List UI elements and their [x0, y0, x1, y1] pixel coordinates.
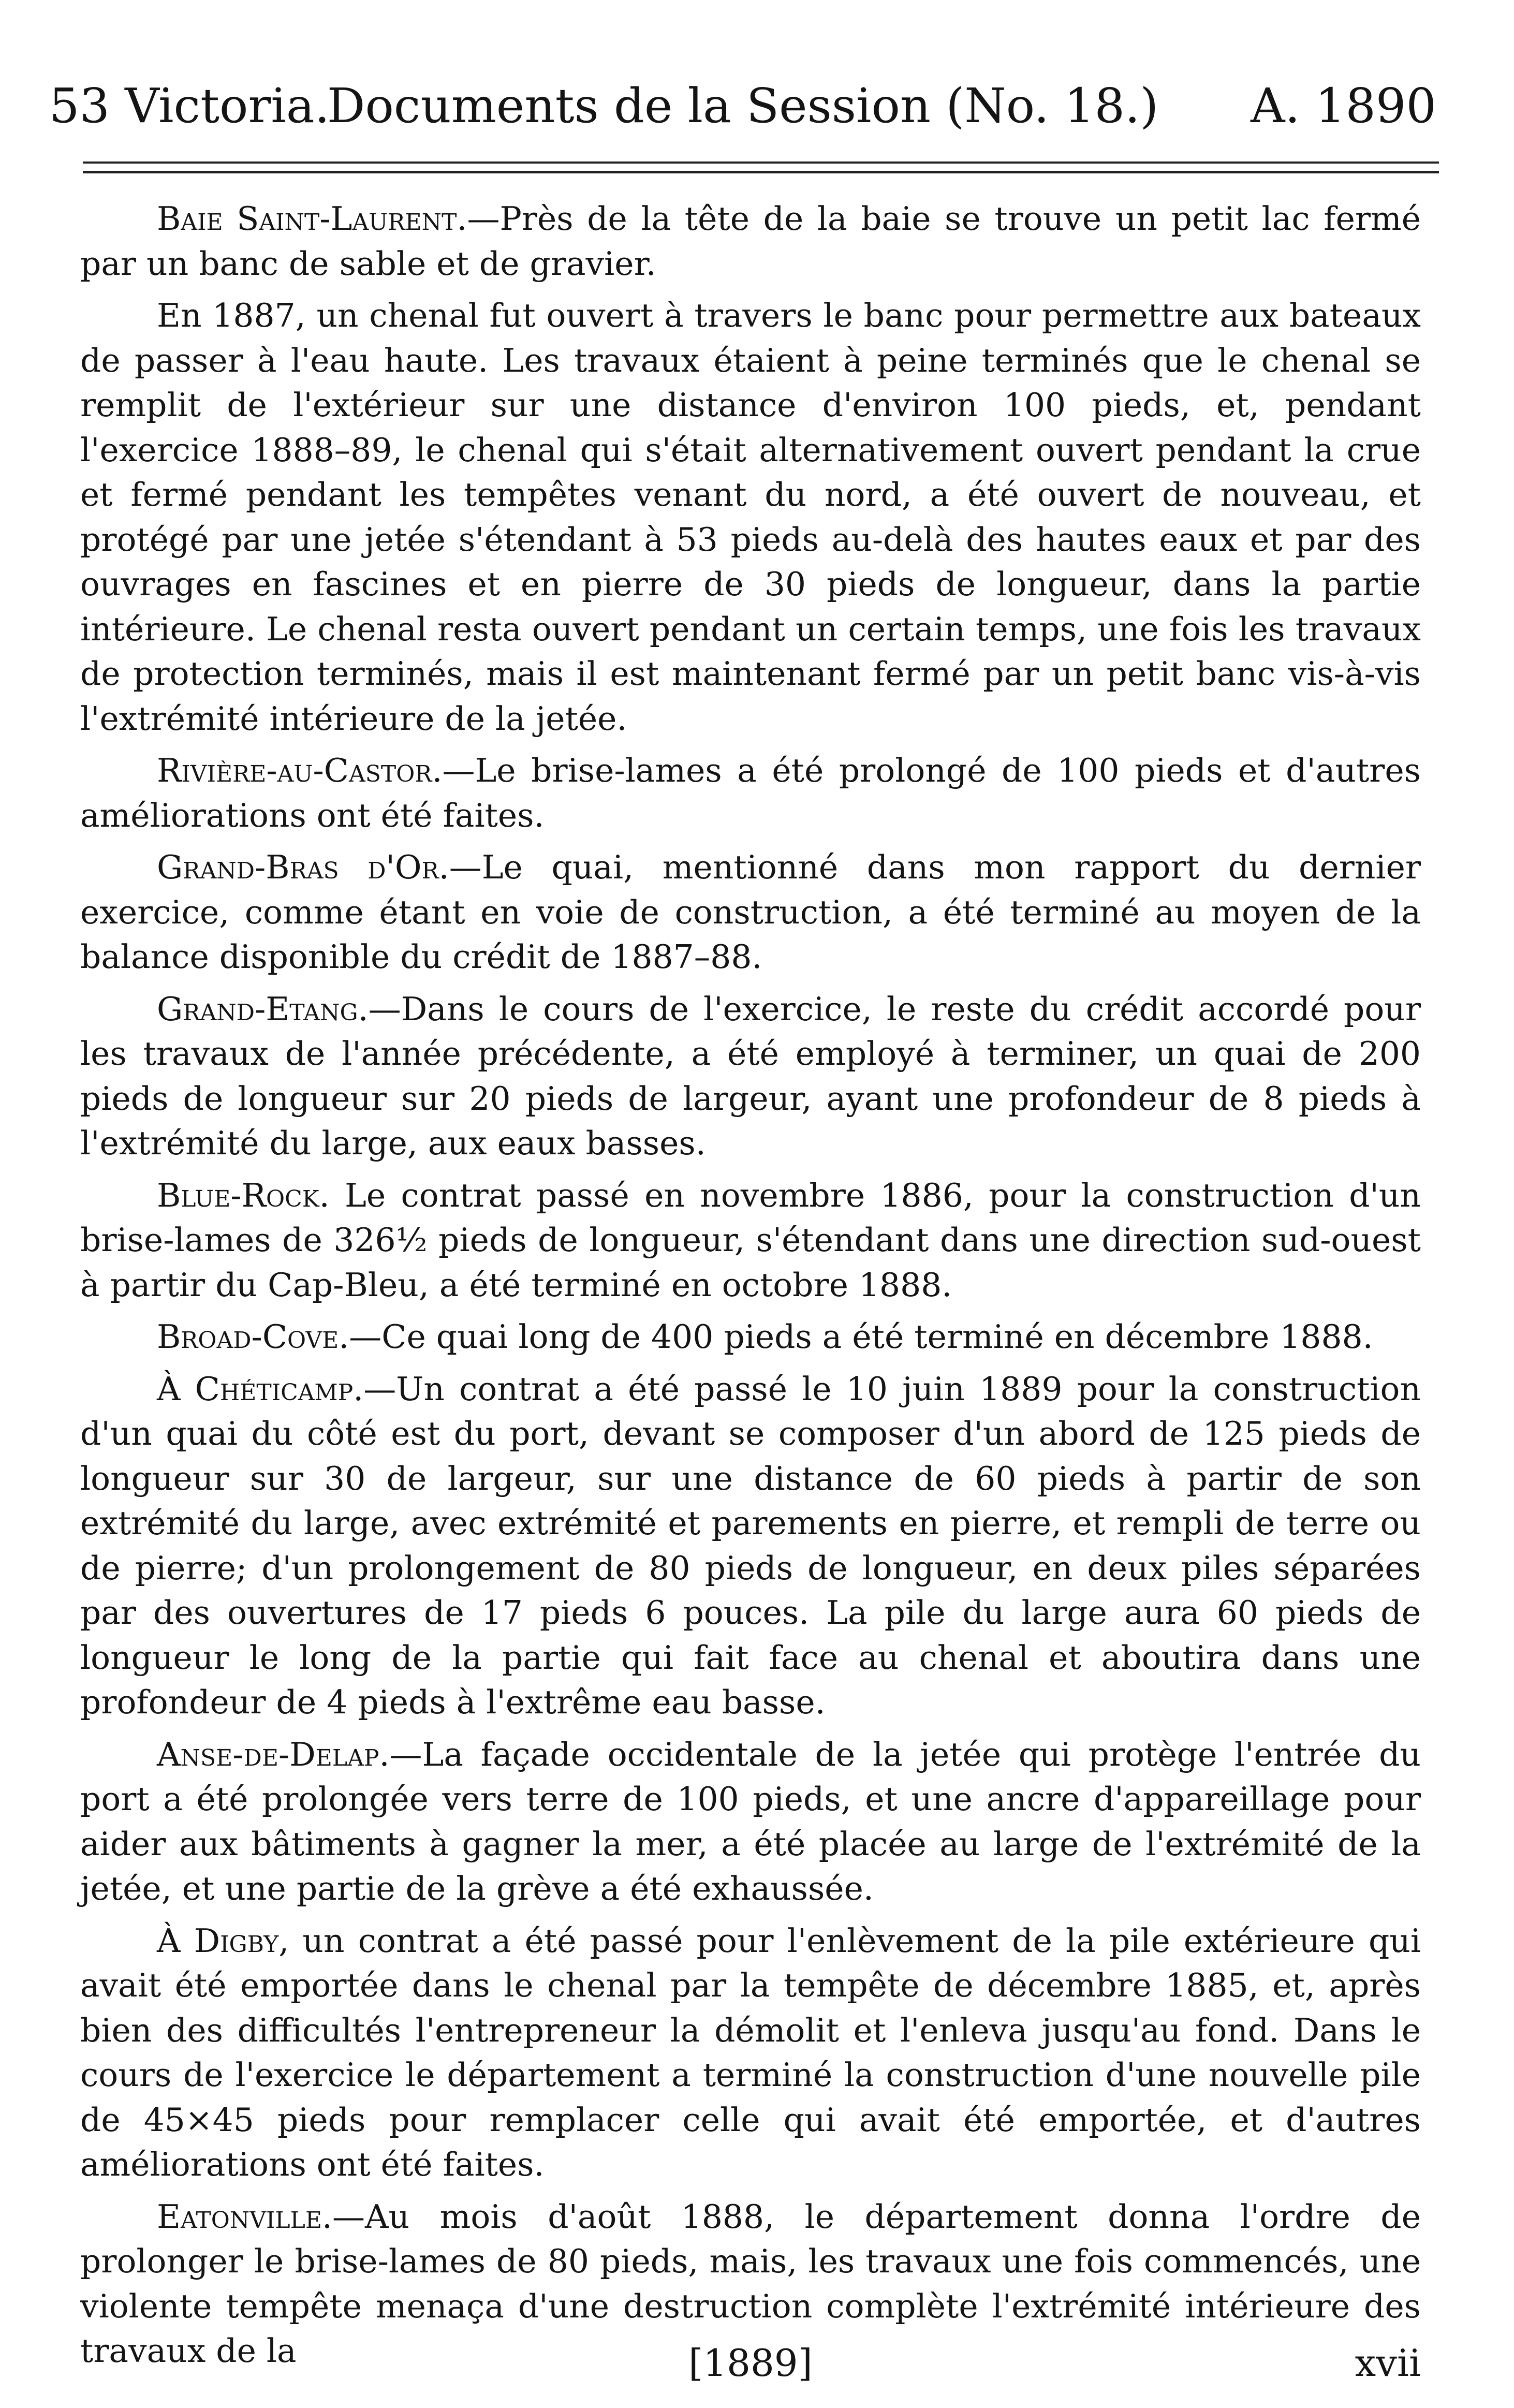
paragraph-heading: Blue-Rock.: [157, 1176, 330, 1214]
paragraph-text: —Le quai, mentionné dans mon rapport du dernier exercice, comme étant en voie de construction, a été terminé au moyen de la balance disponible du crédit de 1887–88.: [80, 848, 1421, 976]
page-footer: [80, 2337, 1421, 2389]
header-title: Documents de la Session (No. 18.): [327, 78, 1159, 134]
paragraph-riviere-au-castor: [80, 748, 1421, 838]
header-rule-top: [83, 161, 1439, 164]
paragraph-text: —Au mois d'août 1888, le département donna l'ordre de prolonger le brise-lames de 80 pieds, mais, les travaux une fois commencés, une violente tempête menaça d'une destruction complète l'extrémité intérieure des travaux de la: [80, 2197, 1421, 2370]
paragraph-heading: Anse-de-Delap.: [157, 1735, 390, 1773]
header-rule-bottom: [83, 171, 1439, 173]
running-header: [49, 72, 1436, 140]
paragraph-blue-rock: [80, 1173, 1421, 1308]
paragraph-anse-de-delap: [80, 1732, 1421, 1912]
paragraph-text: —La façade occidentale de la jetée qui protège l'entrée du port a été prolongée vers terre de 100 pieds, et une ancre d'appareillage pour aider aux bâtiments à gagner la mer, a été placée au large de l'extrémité de la jetée, et une partie de la grève a été exhaussée.: [80, 1735, 1421, 1907]
paragraph-text: En 1887, un chenal fut ouvert à travers le banc pour permettre aux bateaux de passer à l'eau haute. Les travaux étaient à peine terminés que le chenal se remplit de l'extérieur sur une distance d'environ 100 pieds, et, pendant l'exercice 1888–89, le chenal qui s'était alternativement ouvert pendant la crue et fermé pendant les tempêtes venant du nord, a été ouvert de nouveau, et protégé par une jetée s'étendant à 53 pieds au-delà des hautes eaux et par des ouvrages en fascines et en pierre de 30 pieds de longueur, dans la partie intérieure. Le chenal resta ouvert pendant un certain temps, une fois les travaux de protection terminés, mais il est maintenant fermé par un petit banc vis-à-vis l'extrémité intérieure de la jetée.: [80, 297, 1421, 738]
paragraph-heading: Broad-Cove.: [157, 1318, 349, 1356]
page-number: xvii: [1355, 2341, 1421, 2385]
paragraph-heading: À Chéticamp.: [157, 1370, 364, 1408]
paragraph-text: —Ce quai long de 400 pieds a été terminé en décembre 1888.: [349, 1318, 1373, 1356]
paragraph-baie-saint-laurent: [80, 197, 1421, 286]
paragraph-grand-bras-d-or: [80, 845, 1421, 980]
paragraph-text: , un contrat a été passé pour l'enlèvement de la pile extérieure qui avait été emportée dans le chenal par la tempête de décembre 1885, et, après bien des difficultés l'entrepreneur la démolit et l'enleva jusqu'au fond. Dans le cours de l'exercice le département a terminé la construction d'une nouvelle pile de 45×45 pieds pour remplacer celle qui avait été emportée, et d'autres améliorations ont été faites.: [80, 1921, 1421, 2183]
header-volume: 53 Victoria.: [49, 78, 330, 134]
paragraph-text: —Un contrat a été passé le 10 juin 1889 pour la construction d'un quai du côté est du port, devant se composer d'un abord de 125 pieds de longueur sur 30 de largeur, sur une distance de 60 pieds à partir de son extrémité du large, avec extrémité et parements en pierre, et rempli de terre ou de pierre; d'un prolongement de 80 pieds de longueur, en deux piles séparées par des ouvertures de 17 pieds 6 pouces. La pile du large aura 60 pieds de longueur le long de la partie qui fait face au chenal et aboutira dans une profondeur de 4 pieds à l'extrême eau basse.: [80, 1370, 1421, 1721]
paragraph-chenal-1887: [80, 293, 1421, 741]
page-body: [80, 197, 1421, 2381]
paragraph-heading: Grand-Etang.: [157, 990, 369, 1028]
paragraph-text: —Dans le cours de l'exercice, le reste du crédit accordé pour les travaux de l'année précédente, a été employé à terminer, un quai de 200 pieds de longueur sur 20 pieds de largeur, ayant une profondeur de 8 pieds à l'extrémité du large, aux eaux basses.: [80, 990, 1421, 1162]
paragraph-heading: Rivière-au-Castor.: [157, 752, 443, 789]
paragraph-grand-etang: [80, 987, 1421, 1166]
paragraph-digby: [80, 1919, 1421, 2187]
paragraph-text: —Le brise-lames a été prolongé de 100 pieds et d'autres améliorations ont été faites.: [80, 752, 1421, 834]
paragraph-text: Le contrat passé en novembre 1886, pour la construction d'un brise-lames de 326½ pieds de longueur, s'étendant dans une direction sud-ouest à partir du Cap-Bleu, a été terminé en octobre 1888.: [80, 1176, 1421, 1304]
paragraph-text: —Près de la tête de la baie se trouve un petit lac fermé par un banc de sable et de gravier.: [80, 200, 1421, 283]
paragraph-heading: À Digby: [157, 1921, 279, 1960]
paragraph-heading: Eatonville.: [157, 2197, 333, 2236]
header-year: A. 1890: [1250, 78, 1436, 134]
paragraph-broad-cove: [80, 1315, 1421, 1360]
paragraph-cheticamp: [80, 1367, 1421, 1725]
footer-year: [1889]: [688, 2341, 813, 2385]
paragraph-heading: Grand-Bras d'Or.: [157, 848, 449, 886]
paragraph-heading: Baie Saint-Laurent.: [157, 200, 467, 238]
